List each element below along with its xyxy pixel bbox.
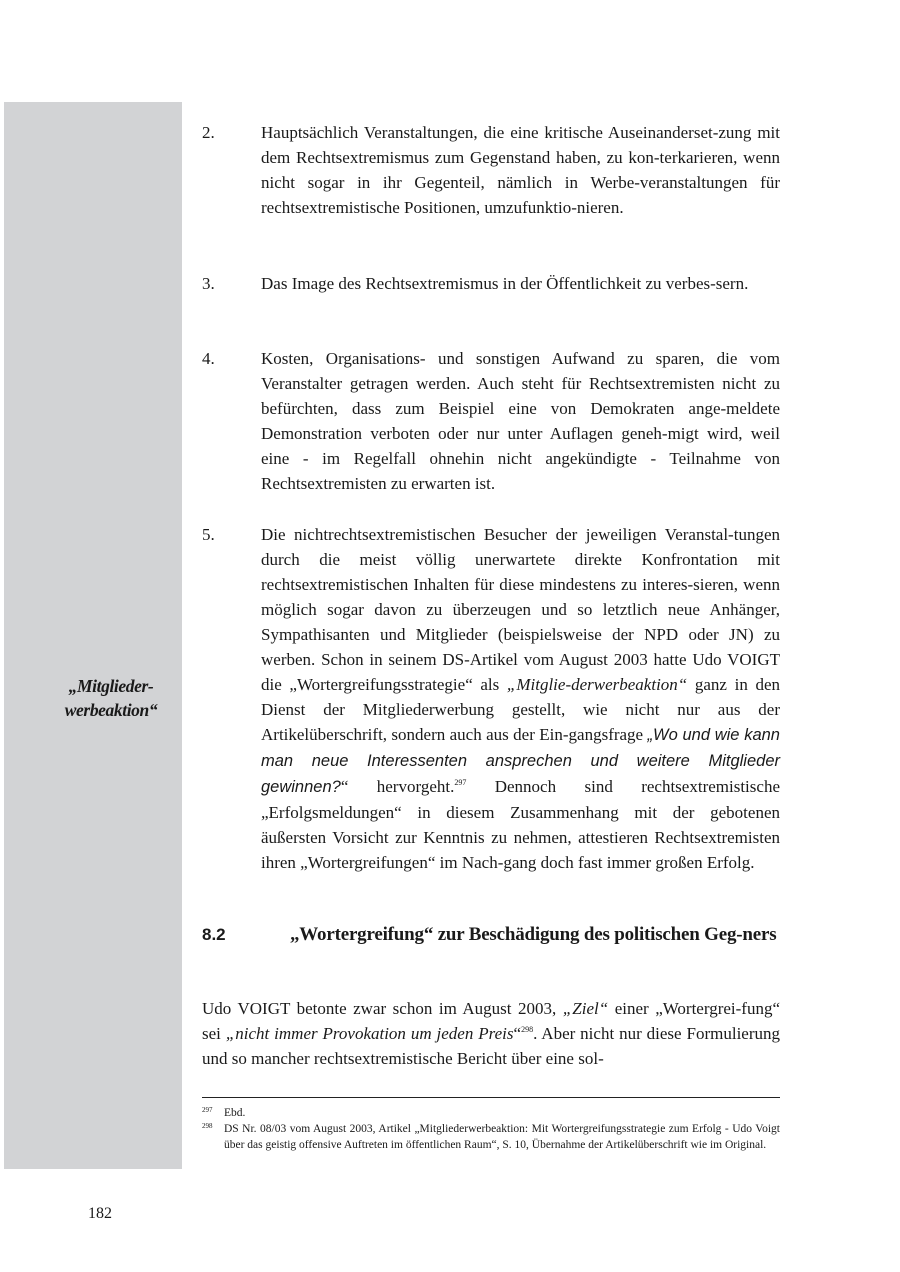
paragraph-part: Udo VOIGT betonte zwar schon im August 2003,	[202, 999, 563, 1018]
margin-note	[4, 674, 218, 722]
list-text-part: ganz in den Dienst der Mitgliederwerbung gestellt, wie nicht nur aus der Artikelüberschrift, sondern auch aus der Ein-gangsfrage	[261, 675, 780, 744]
paragraph-part: . Aber nicht nur diese Formulierung und so mancher rechtsextremistische Bericht über eine sol-	[202, 1024, 780, 1068]
list-text: Das Image des Rechtsextremismus in der Öffentlichkeit zu verbes-sern.	[261, 274, 749, 293]
list-number: 4.	[202, 349, 215, 368]
footnote-number: 298	[202, 1122, 213, 1130]
list-number: 5.	[202, 525, 215, 544]
paragraph-part: “	[513, 1024, 522, 1043]
footnote-number: 297	[202, 1106, 213, 1114]
margin-note-line-2: werbeaktion“	[64, 700, 158, 720]
paragraph-part: einer „Wortergrei-fung“ sei	[202, 999, 780, 1043]
footnote-divider	[202, 1097, 780, 1098]
list-text: Kosten, Organisations- und sonstigen Aufwand zu sparen, die vom Veranstalter getragen werden. Auch steht für Rechtsextremisten nicht zu befürchten, dass zum Beispiel eine von Demokraten ange-meldete Demonstration verboten oder nur unter Auflagen geneh-migt wird, weil eine - im Regelfall ohnehin nicht angekündigte - Teilnahme von Rechtsextremisten zu erwarten ist.	[261, 349, 780, 493]
footnote-ref-298[interactable]: 298	[521, 1025, 534, 1034]
footnote-297	[202, 1105, 780, 1121]
section-title: „Wortergreifung“ zur Beschädigung des politischen Geg-ners	[290, 924, 777, 945]
list-item-5	[202, 522, 780, 875]
footnote-298	[202, 1121, 780, 1153]
quoted-question: „Wo und wie kann man neue Interessenten ansprechen und weitere Mitglieder gewinnen?	[261, 726, 780, 796]
list-text-part: “ hervorgeht.	[340, 777, 455, 796]
body-paragraph	[202, 996, 780, 1071]
footnote-text: Ebd.	[224, 1107, 246, 1119]
list-text-part: Die nichtrechtsextremistischen Besucher der jeweiligen Veranstal-tungen durch die meist völlig unerwartete direkte Konfrontation mit rechtsextremistischen Inhalten für diese mindestens zu interes-sieren, wenn möglich sogar davon zu überzeugen und so letztlich neue Anhänger, Sympathisanten und Mitglieder (beispielsweise der NPD oder JN) zu werben. Schon in seinem DS-Artikel vom August 2003 hatte Udo VOIGT die „Wortergreifungsstrategie“ als	[261, 525, 780, 694]
list-item-3	[202, 271, 780, 296]
footnotes	[202, 1105, 780, 1153]
margin-note-line-1: „Mitglieder-	[68, 676, 154, 696]
list-number: 2.	[202, 123, 215, 142]
list-text-part: Dennoch sind rechtsextremistische „Erfolgsmeldungen“ in diesem Zusammenhang mit der gebotenen äußersten Vorsicht zur Kenntnis zu nehmen, attestieren Rechtsextremisten ihren „Wortergreifungen“ im Nach-gang doch fast immer großen Erfolg.	[261, 777, 780, 872]
page-number: 182	[88, 1205, 112, 1222]
quoted-term: „Mitglie-derwerbeaktion“	[506, 675, 688, 694]
quoted-word: „Ziel“	[562, 999, 609, 1018]
list-text	[261, 522, 780, 875]
section-number: 8.2	[202, 925, 226, 944]
margin-column	[4, 102, 182, 1169]
section-heading	[202, 922, 780, 948]
footnote-text: DS Nr. 08/03 vom August 2003, Artikel „Mitgliederwerbeaktion: Mit Wortergreifungsstrategie zum Erfolg - Udo Voigt über das geistig offensive Auftreten im öffentlichen Raum“, S. 10, Übernahme der Artikelüberschrift wie im Original.	[224, 1123, 780, 1151]
list-item-4	[202, 346, 780, 496]
list-text: Hauptsächlich Veranstaltungen, die eine kritische Auseinanderset-zung mit dem Rechtsextremismus zum Gegenstand haben, zu kon-terkarieren, wenn nicht sogar in ihr Gegenteil, nämlich in Werbe-veranstaltungen für rechtsextremistische Positionen, umzufunktio-nieren.	[261, 123, 780, 217]
list-number: 3.	[202, 274, 215, 293]
footnote-ref-297[interactable]: 297	[454, 778, 467, 787]
quoted-phrase: „nicht immer Provokation um jeden Preis	[225, 1024, 514, 1043]
list-item-2	[202, 120, 780, 220]
